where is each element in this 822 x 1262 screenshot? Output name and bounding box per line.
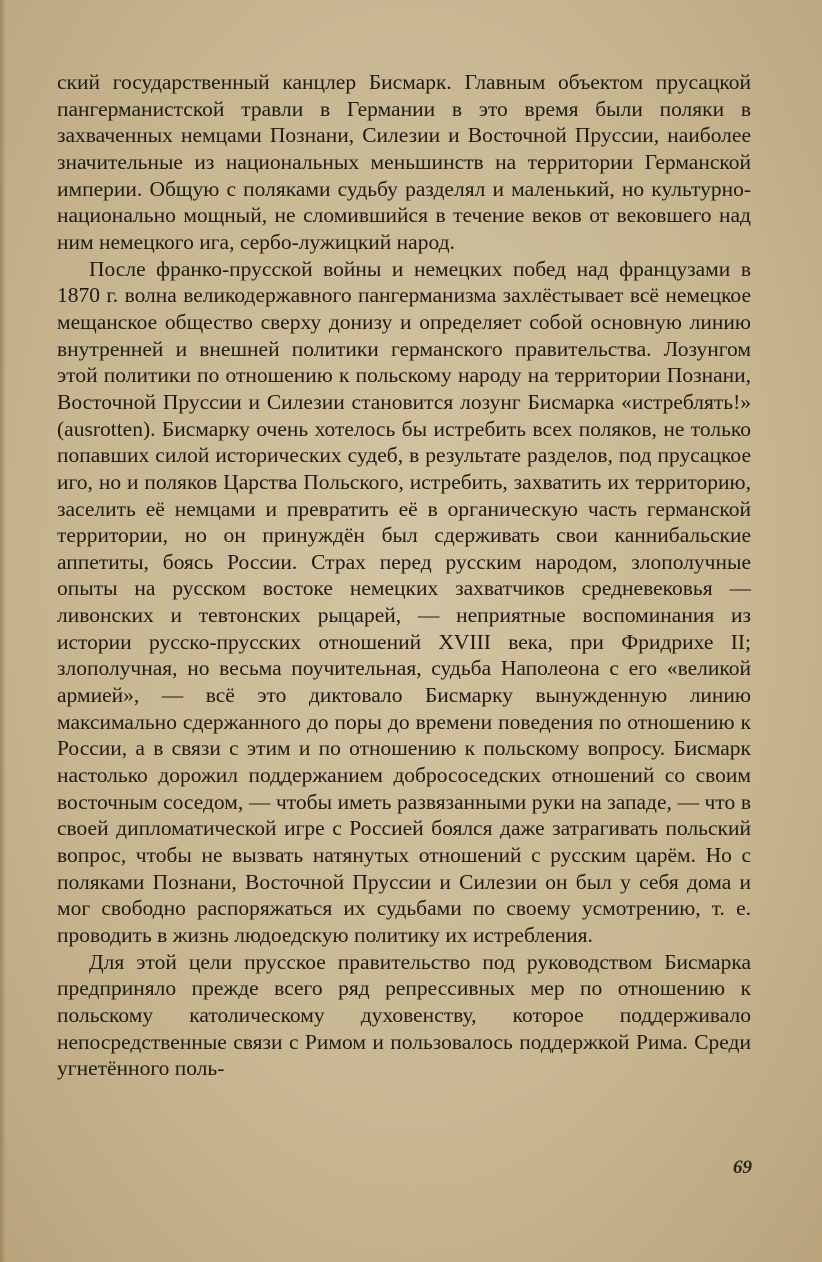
page-number: 69 [733, 1157, 752, 1178]
paragraph-continuation: ский государственный канцлер Бисмарк. Главным объектом прусацкой пангерманистской травли в Германии в это время были поляки в захваченных немцами Познани, Силезии и Восточной Пруссии, наиболее значительные из национальных меньшинств на территории Германской империи. Общую с поляками судьбу разделял и маленький, но культурно-национально мощный, не сломившийся в течение веков от вековшего над ним немецкого ига, сербо-лужицкий народ. [57, 70, 751, 254]
body-text [57, 69, 751, 1082]
paragraph-repressive-measures: Для этой цели прусское правительство под руководством Бисмарка предприняло прежде всего ряд репрессивных мер по отношению к польскому католическому духовенству, которое поддерживало непосредственные связи с Римом и пользовалось поддержкой Рима. Среди угнетённого поль- [57, 949, 751, 1081]
page-edge-shadow [0, 0, 6, 1262]
paragraph-bismarck-policy: После франко-прусской войны и немецких побед над французами в 1870 г. волна великодержавного пангерманизма захлёстывает всё немецкое мещанское общество сверху донизу и определяет собой основную линию внутренней и внешней политики германского правительства. Лозунгом этой политики по отношению к польскому народу на территории Познани, Восточной Пруссии и Силезии становится лозунг Бисмарка «истреблять!» (ausrotten). Бисмарку очень хотелось бы истребить всех поляков, не только попавших силой исторических судеб, в результате разделов, под прусацкое иго, но и поляков Царства Польского, истребить, захватить их территорию, заселить её немцами и превратить её в органическую часть германской территории, но он принуждён был сдерживать свои каннибальские аппетиты, боясь России. Страх перед русским народом, злополучные опыты на русском востоке немецких захватчиков средневековья — ливонских и тевтонских рыцарей, — неприятные воспоминания из истории русско-прусских отношений XVIII века, при Фридрихе II; злополучная, но весьма поучительная, судьба Наполеона с его «великой армией», — всё это диктовало Бисмарку вынужденную линию максимально сдержанного до поры до времени поведения по отношению к России, а в связи с этим и по отношению к польскому вопросу. Бисмарк настолько дорожил поддержанием добрососедских отношений со своим восточным соседом, — чтобы иметь развязанными руки на западе, — что в своей дипломатической игре с Россией боялся даже затрагивать польский вопрос, чтобы не вызвать натянутых отношений с русским царём. Но с поляками Познани, Восточной Пруссии и Силезии он был у себя дома и мог свободно распоряжаться их судьбами по своему усмотрению, т. е. проводить в жизнь людоедскую политику их истребления. [57, 256, 751, 947]
